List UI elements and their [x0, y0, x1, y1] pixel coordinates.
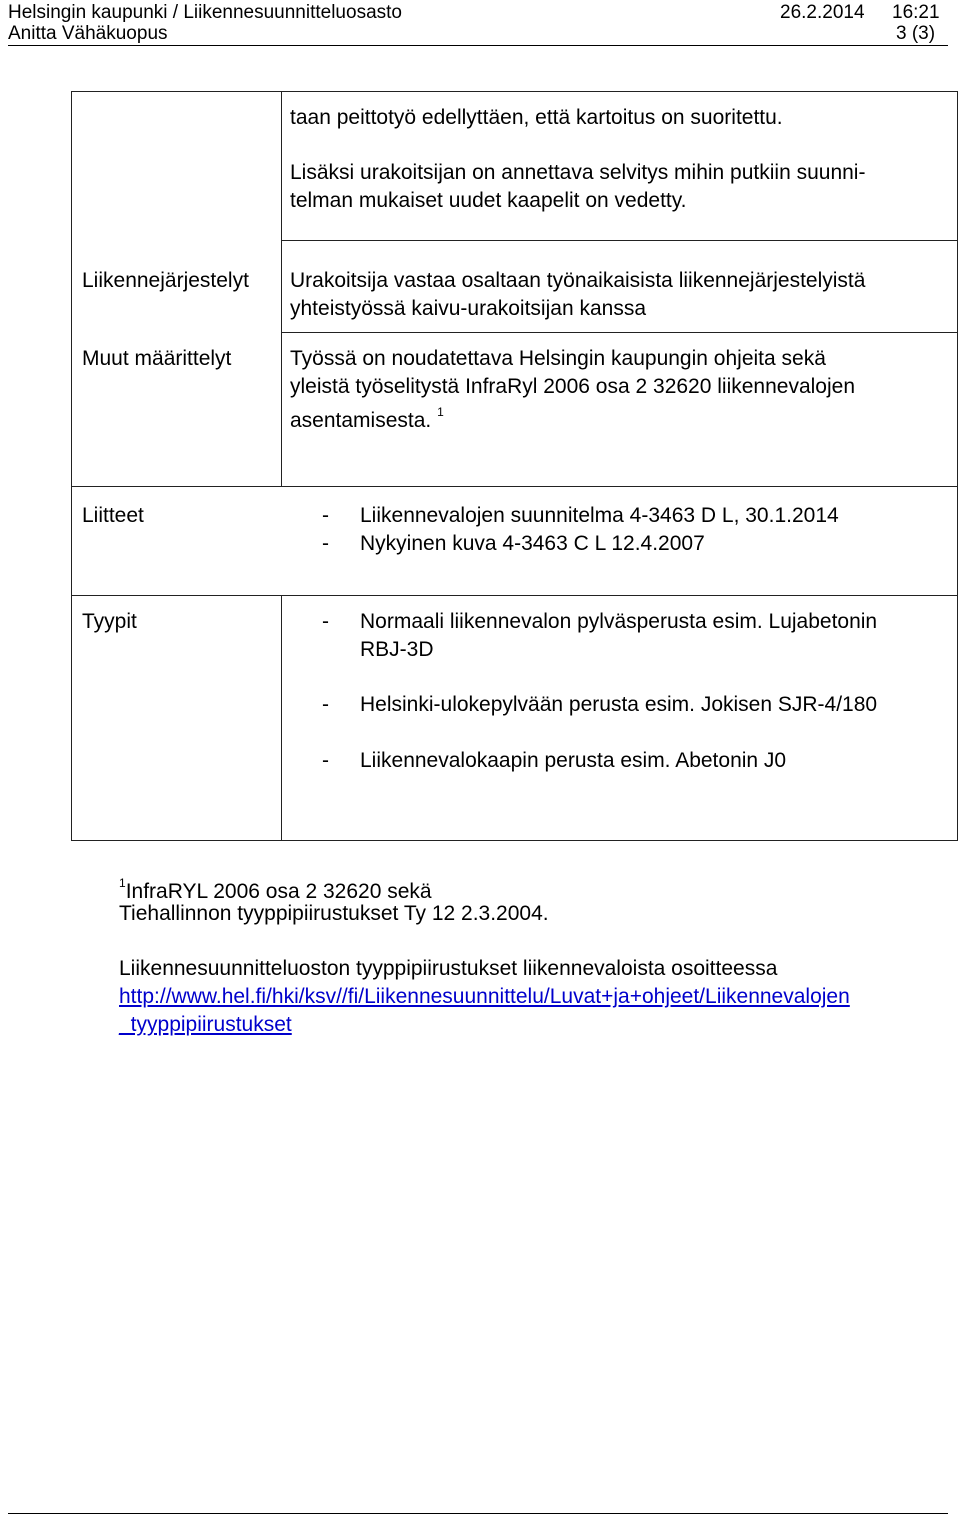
other-line3-text: asentamisesta.	[290, 409, 432, 432]
traffic-line2: yhteistyössä kaivu-urakoitsijan kanssa	[290, 297, 646, 320]
type-item-2: Helsinki-ulokepylvään perusta esim. Jokisen SJR-4/180	[360, 693, 878, 716]
attachment-dash: -	[322, 532, 329, 555]
attachments-label: Liitteet	[82, 504, 144, 527]
type-dash: -	[322, 693, 329, 716]
footnote-mark: 1	[119, 876, 126, 890]
footnote-link-line2[interactable]: _tyyppipiirustukset	[119, 1013, 292, 1036]
footnote-reference: 1	[437, 405, 444, 419]
traffic-label: Liikennejärjestelyt	[82, 269, 249, 292]
footer-rule	[8, 1513, 948, 1514]
other-line1: Työssä on noudatettava Helsingin kaupungin ohjeita sekä	[290, 347, 826, 370]
types-column-divider	[281, 596, 282, 841]
other-label: Muut määrittelyt	[82, 347, 232, 370]
header-author: Anitta Vähäkuopus	[8, 23, 168, 44]
other-line2: yleistä työselitystä InfraRyl 2006 osa 2 32620 liikennevalojen	[290, 375, 856, 398]
header-page-number: 3 (3)	[896, 23, 936, 44]
header-rule	[8, 45, 948, 46]
attachment-dash: -	[322, 504, 329, 527]
header-date: 26.2.2014	[780, 2, 865, 23]
footnote-line2: Tiehallinnon tyyppipiirustukset Ty 12 2.3.2004.	[119, 902, 549, 925]
other-line3	[290, 401, 444, 435]
section1-line1: taan peittotyö edellyttäen, että kartoitus on suoritettu.	[290, 106, 783, 129]
header-organization: Helsingin kaupunki / Liikennesuunnitteluosasto	[8, 2, 402, 23]
section1-line3: telman mukaiset uudet kaapelit on vedetty.	[290, 189, 687, 212]
type-item-3: Liikennevalokaapin perusta esim. Abetonin J0	[360, 749, 787, 772]
type-item-1-line2: RBJ-3D	[360, 638, 434, 661]
type-dash: -	[322, 749, 329, 772]
footnote-link-line1[interactable]: http://www.hel.fi/hki/ksv//fi/Liikennesuunnittelu/Luvat+ja+ohjeet/Liikennevalojen	[119, 985, 850, 1008]
header-time: 16:21	[892, 2, 940, 23]
type-item-1-line1: Normaali liikennevalon pylväsperusta esim. Lujabetonin	[360, 610, 878, 633]
types-label: Tyypit	[82, 610, 137, 633]
section1-line2: Lisäksi urakoitsijan on annettava selvitys mihin putkiin suunni-	[290, 161, 866, 184]
traffic-line1: Urakoitsija vastaa osaltaan työnaikaisista liikennejärjestelyistä	[290, 269, 866, 292]
footnote-line3: Liikennesuunnitteluoston tyyppipiirustukset liikennevaloista osoitteessa	[119, 957, 778, 980]
attachment-item-2: Nykyinen kuva 4-3463 C L 12.4.2007	[360, 532, 705, 555]
attachment-item-1: Liikennevalojen suunnitelma 4-3463 D L, 30.1.2014	[360, 504, 839, 527]
footnote-line1-text: InfraRYL 2006 osa 2 32620 sekä	[125, 880, 432, 903]
type-dash: -	[322, 610, 329, 633]
